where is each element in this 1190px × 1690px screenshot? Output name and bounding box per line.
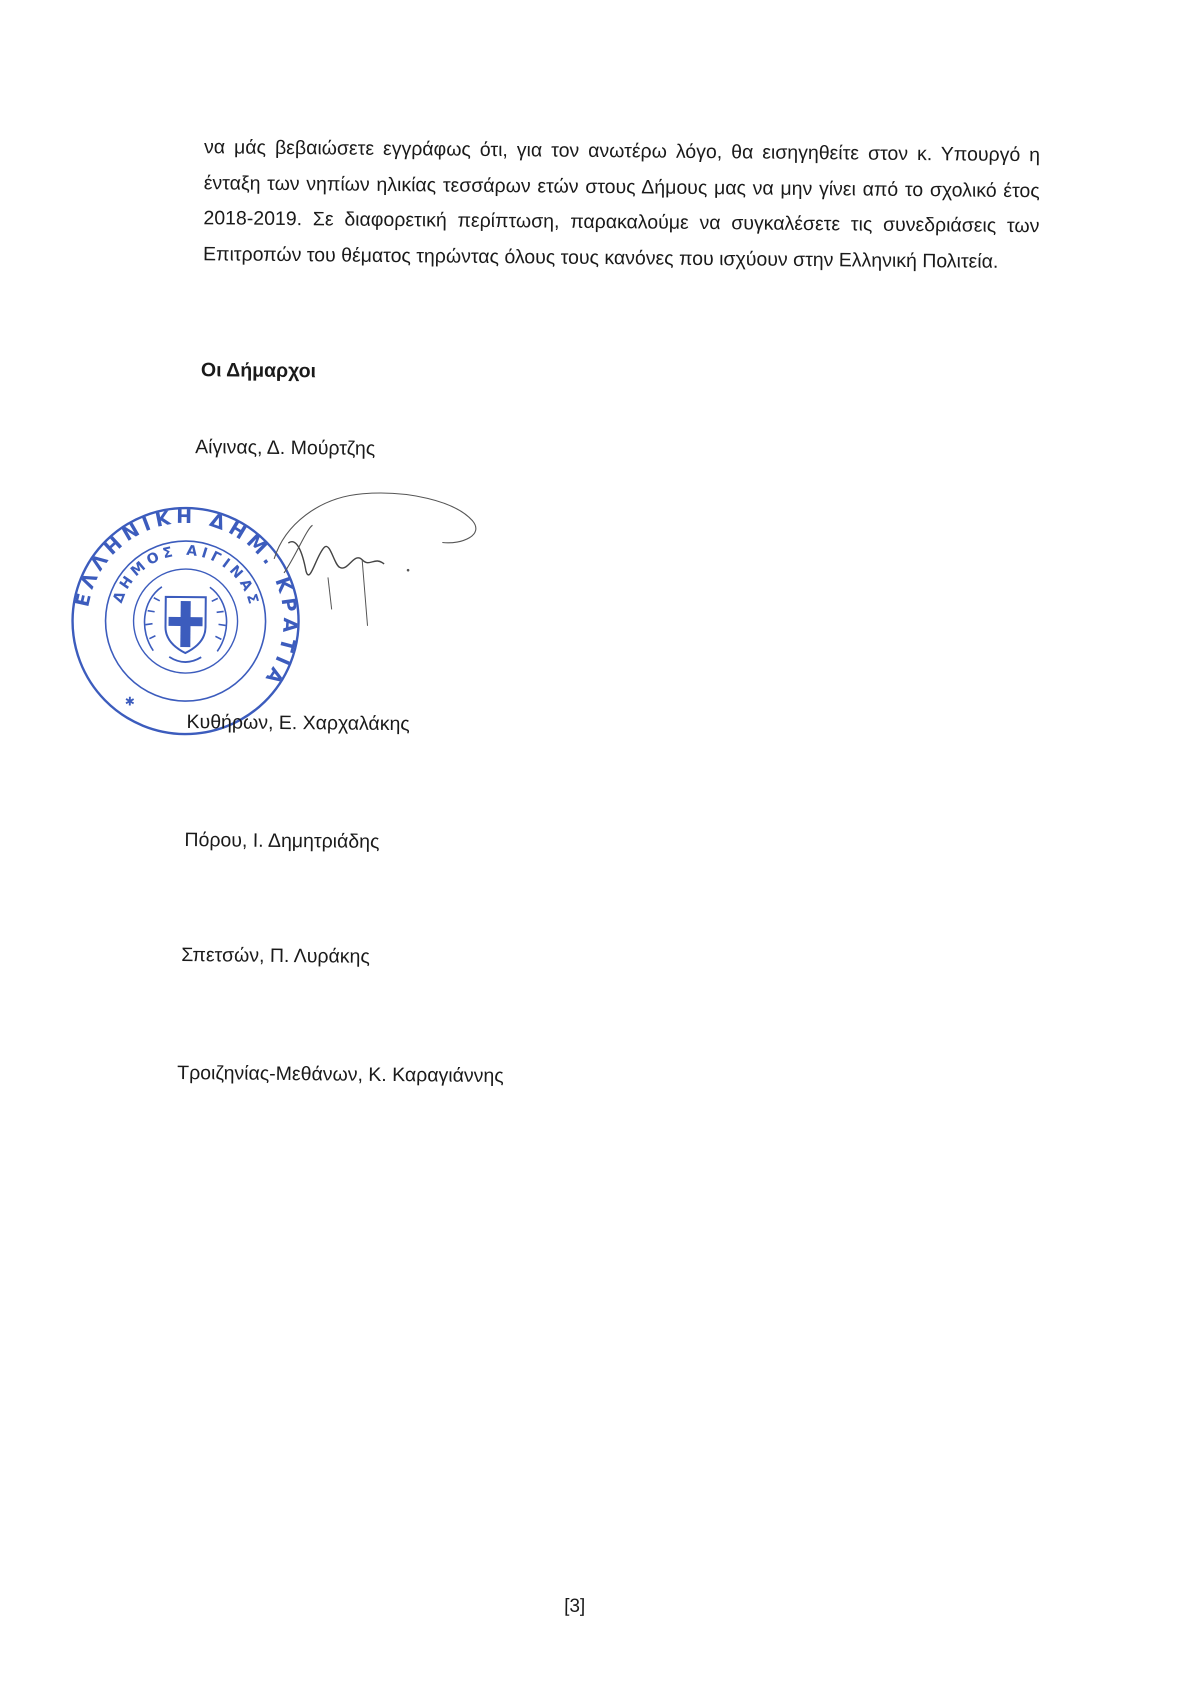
signer-troizinia-methana: Τροιζηνίας-Μεθάνων, Κ. Καραγιάννης: [177, 1061, 504, 1088]
stamp-outer-text: ΕΛΛΗΝΙΚΗ ΔΗΜ. ΚΡΑΤΙΑ: [71, 505, 301, 692]
body-paragraph: να μάς βεβαιώσετε εγγράφως ότι, για τον ανωτέρω λόγο, θα εισηγηθείτε στον κ. Υπουργό η ένταξη των νηπίων ηλικίας τεσσάρων ετών στους Δήμους μας να μην γίνει από το σχολικό έτος 2018-2019. Σε διαφορετική περίπτωση, παρακαλούμε να συγκαλέσετε τις συνεδριάσεις των Επιτροπών του θέματος τηρώντας όλους τους κανόνες που ισχύουν στην Ελληνική Πολιτεία.: [202, 136, 1041, 273]
coat-of-arms-icon: [144, 587, 227, 663]
signer-spetses: Σπετσών, Π. Λυράκης: [181, 944, 370, 968]
handwritten-signature: [265, 485, 496, 637]
stamp-inner-text: ΔΗΜΟΣ ΑΙΓΙΝΑΣ: [110, 542, 263, 610]
signer-kythira: Κυθήρων, Ε. Χαρχαλάκης: [186, 711, 410, 736]
page-number: [3]: [564, 1595, 586, 1617]
signer-aegina: Αίγινας, Δ. Μούρτζης: [195, 436, 376, 460]
stamp-star-icon: ✱: [124, 694, 135, 709]
signatures-heading: Οι Δήμαρχοι: [200, 359, 317, 383]
signer-poros: Πόρου, Ι. Δημητριάδης: [184, 829, 380, 853]
